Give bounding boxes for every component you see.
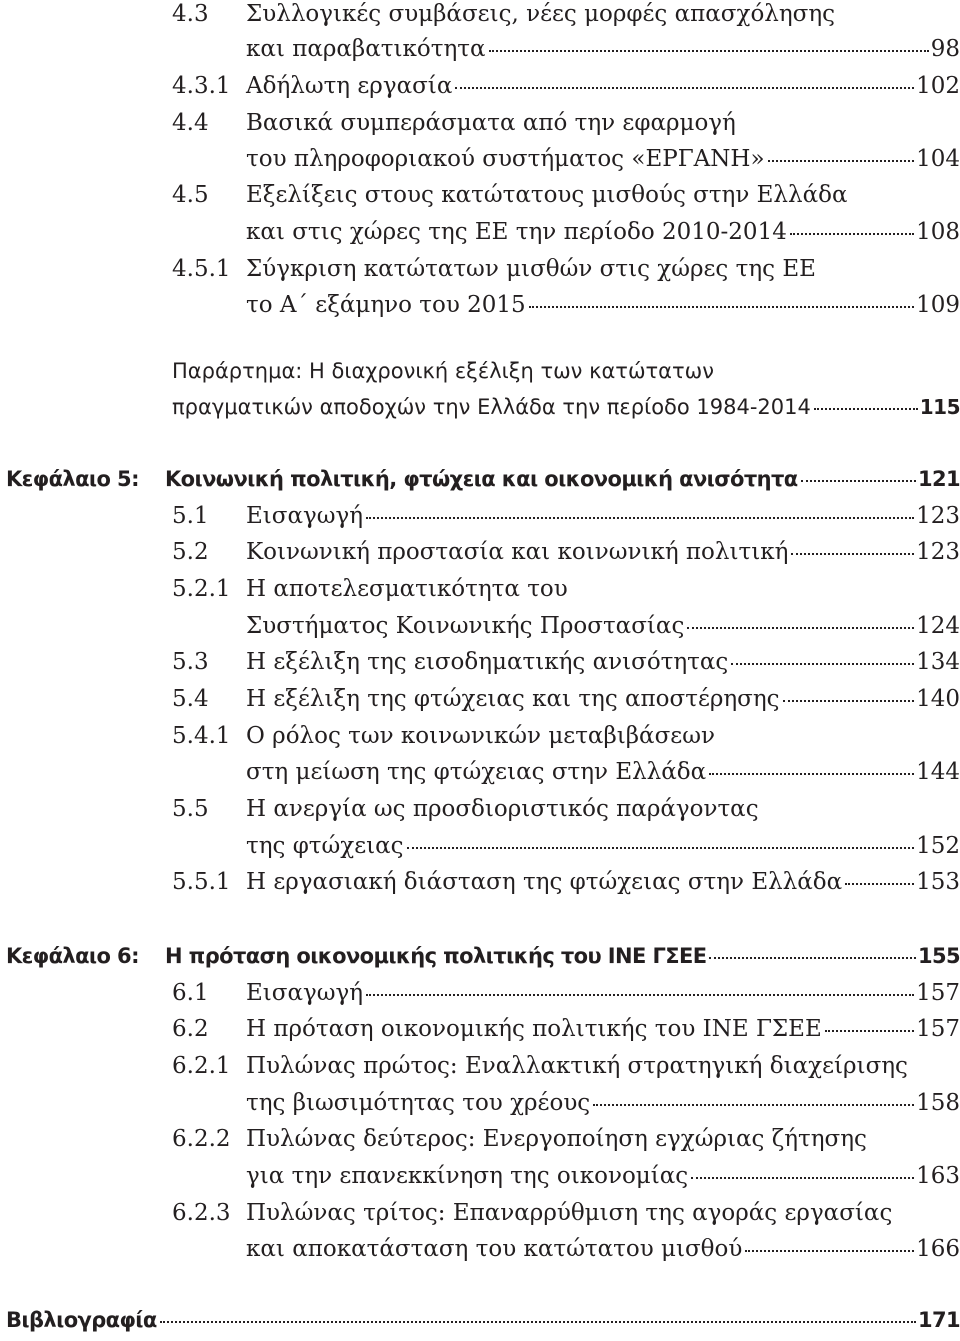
bibliography-title: Βιβλιογραφία bbox=[6, 1308, 157, 1332]
section-title: και παραβατικότητα bbox=[246, 36, 486, 62]
page-number: 157 bbox=[916, 980, 960, 1006]
page-number: 115 bbox=[919, 395, 960, 419]
section-number: 4.5.1 bbox=[172, 256, 231, 282]
section-title: Η εργασιακή διάσταση της φτώχειας στην Ελλάδα bbox=[246, 869, 843, 895]
toc-entry-4-5 bbox=[0, 177, 960, 213]
dot-leader bbox=[529, 306, 914, 308]
dot-leader bbox=[731, 663, 914, 665]
toc-entry-6-2-3 bbox=[0, 1195, 960, 1231]
chapter-title: Η πρόταση οικονομικής πολιτικής του ΙΝΕ ΓΣΕΕ bbox=[165, 944, 707, 968]
section-title: Αδήλωτη εργασία bbox=[246, 73, 453, 99]
section-title: Η αποτελεσματικότητα του bbox=[246, 576, 568, 602]
section-number: 5.5.1 bbox=[172, 869, 231, 895]
page-number: 109 bbox=[916, 292, 960, 318]
page-number: 123 bbox=[916, 503, 960, 529]
toc-entry-5-5-cont bbox=[0, 828, 960, 864]
section-number: 6.1 bbox=[172, 980, 209, 1006]
section-number: 6.2.2 bbox=[172, 1126, 231, 1152]
toc-entry-4-3-cont bbox=[0, 31, 960, 67]
page-number: 152 bbox=[916, 833, 960, 859]
section-number: 4.3.1 bbox=[172, 73, 231, 99]
section-title: για την επανεκκίνηση της οικονομίας bbox=[246, 1163, 689, 1189]
dot-leader bbox=[791, 553, 914, 555]
section-title: Η εξέλιξη της εισοδηματικής ανισότητας bbox=[246, 649, 729, 675]
dot-leader bbox=[801, 480, 916, 482]
dot-leader bbox=[489, 50, 929, 52]
page-number: 144 bbox=[916, 759, 960, 785]
toc-entry-appendix bbox=[0, 353, 960, 389]
section-number: 4.3 bbox=[172, 1, 209, 27]
page-number: 166 bbox=[916, 1236, 960, 1262]
section-title: Η πρόταση οικονομικής πολιτικής του ΙΝΕ ΓΣΕΕ bbox=[246, 1016, 822, 1042]
dot-leader bbox=[768, 160, 915, 162]
section-title: Βασικά συμπεράσματα από την εφαρμογή bbox=[246, 110, 736, 136]
page-number: 121 bbox=[917, 467, 960, 491]
appendix-title: πραγματικών αποδοχών την Ελλάδα την περίοδο 1984-2014 bbox=[172, 395, 811, 419]
dot-leader bbox=[709, 957, 915, 959]
section-title: Συλλογικές συμβάσεις, νέες μορφές απασχόλησης bbox=[246, 1, 836, 27]
toc-entry-appendix-cont bbox=[0, 389, 960, 425]
page-number: 108 bbox=[916, 219, 960, 245]
toc-entry-6-2-2-cont bbox=[0, 1158, 960, 1194]
toc-entry-6-2 bbox=[0, 1011, 960, 1047]
section-number: 5.5 bbox=[172, 796, 209, 822]
page-number: 124 bbox=[916, 613, 960, 639]
page-number: 163 bbox=[916, 1163, 960, 1189]
toc-chapter-6 bbox=[0, 938, 960, 974]
toc-entry-6-2-1-cont bbox=[0, 1085, 960, 1121]
section-title: Εισαγωγή bbox=[246, 980, 364, 1006]
dot-leader bbox=[825, 1030, 914, 1032]
section-number: 5.4.1 bbox=[172, 723, 231, 749]
section-number: 6.2 bbox=[172, 1016, 209, 1042]
toc-bibliography bbox=[0, 1302, 960, 1338]
section-title: Πυλώνας τρίτος: Επαναρρύθμιση της αγοράς εργασίας bbox=[246, 1200, 893, 1226]
toc-entry-5-5 bbox=[0, 791, 960, 827]
page-number: 123 bbox=[916, 539, 960, 565]
chapter-title: Κοινωνική πολιτική, φτώχεια και οικονομική ανισότητα bbox=[165, 467, 798, 491]
page-number: 104 bbox=[916, 146, 960, 172]
section-number: 5.2.1 bbox=[172, 576, 231, 602]
dot-leader bbox=[366, 517, 914, 519]
section-title: Εισαγωγή bbox=[246, 503, 364, 529]
dot-leader bbox=[783, 700, 915, 702]
toc-entry-6-1 bbox=[0, 975, 960, 1011]
toc-entry-5-4-1-cont bbox=[0, 754, 960, 790]
toc-entry-6-2-1 bbox=[0, 1048, 960, 1084]
page-number: 157 bbox=[916, 1016, 960, 1042]
page-number: 153 bbox=[916, 869, 960, 895]
dot-leader bbox=[745, 1250, 914, 1252]
toc-entry-6-2-2 bbox=[0, 1121, 960, 1157]
dot-leader bbox=[790, 233, 914, 235]
page-number: 171 bbox=[917, 1308, 960, 1332]
toc-entry-4-5-1-cont bbox=[0, 287, 960, 323]
dot-leader bbox=[593, 1104, 914, 1106]
page-number: 134 bbox=[916, 649, 960, 675]
section-number: 6.2.3 bbox=[172, 1200, 231, 1226]
toc-entry-5-2-1-cont bbox=[0, 608, 960, 644]
dot-leader bbox=[366, 994, 914, 996]
toc-entry-5-2 bbox=[0, 534, 960, 570]
toc-entry-5-4-1 bbox=[0, 718, 960, 754]
page-number: 98 bbox=[930, 36, 960, 62]
section-title: Ο ρόλος των κοινωνικών μεταβιβάσεων bbox=[246, 723, 715, 749]
page-number: 158 bbox=[916, 1090, 960, 1116]
section-number: 4.4 bbox=[172, 110, 209, 136]
page-number: 155 bbox=[917, 944, 960, 968]
toc-entry-4-3 bbox=[0, 0, 960, 32]
section-title: Η ανεργία ως προσδιοριστικός παράγοντας bbox=[246, 796, 759, 822]
section-title: της φτώχειας bbox=[246, 833, 404, 859]
section-title: και στις χώρες της ΕΕ την περίοδο 2010-2014 bbox=[246, 219, 787, 245]
section-title: στη μείωση της φτώχειας στην Ελλάδα bbox=[246, 759, 707, 785]
toc-entry-4-4-cont bbox=[0, 141, 960, 177]
toc-entry-5-4 bbox=[0, 681, 960, 717]
dot-leader bbox=[687, 627, 914, 629]
section-number: 4.5 bbox=[172, 182, 209, 208]
toc-chapter-5 bbox=[0, 461, 960, 497]
dot-leader bbox=[407, 847, 915, 849]
section-title: του πληροφοριακού συστήματος «ΕΡΓΑΝΗ» bbox=[246, 146, 765, 172]
toc-entry-5-5-1 bbox=[0, 864, 960, 900]
section-title: Η εξέλιξη της φτώχειας και της αποστέρησης bbox=[246, 686, 780, 712]
dot-leader bbox=[455, 87, 914, 89]
section-title: το Α΄ εξάμηνο του 2015 bbox=[246, 292, 526, 318]
section-title: Πυλώνας δεύτερος: Ενεργοποίηση εγχώριας ζήτησης bbox=[246, 1126, 867, 1152]
section-number: 6.2.1 bbox=[172, 1053, 231, 1079]
section-title: Σύγκριση κατώτατων μισθών στις χώρες της ΕΕ bbox=[246, 256, 816, 282]
toc-entry-4-4 bbox=[0, 105, 960, 141]
section-number: 5.3 bbox=[172, 649, 209, 675]
section-title: Κοινωνική προστασία και κοινωνική πολιτική bbox=[246, 539, 789, 565]
appendix-title: Παράρτημα: Η διαχρονική εξέλιξη των κατώτατων bbox=[172, 359, 714, 383]
section-title: της βιωσιμότητας του χρέους bbox=[246, 1090, 591, 1116]
section-title: και αποκατάσταση του κατώτατου μισθού bbox=[246, 1236, 743, 1262]
toc-entry-5-3 bbox=[0, 644, 960, 680]
page-number: 140 bbox=[916, 686, 960, 712]
chapter-label: Κεφάλαιο 6: bbox=[6, 944, 139, 968]
dot-leader bbox=[814, 408, 918, 410]
toc-entry-4-5-cont bbox=[0, 214, 960, 250]
dot-leader bbox=[691, 1177, 914, 1179]
toc-entry-5-1 bbox=[0, 498, 960, 534]
page-number: 102 bbox=[916, 73, 960, 99]
section-number: 5.4 bbox=[172, 686, 209, 712]
dot-leader bbox=[845, 883, 914, 885]
dot-leader bbox=[709, 773, 914, 775]
toc-entry-4-3-1 bbox=[0, 68, 960, 104]
chapter-label: Κεφάλαιο 5: bbox=[6, 467, 139, 491]
toc-entry-6-2-3-cont bbox=[0, 1231, 960, 1267]
toc-entry-4-5-1 bbox=[0, 251, 960, 287]
toc-entry-5-2-1 bbox=[0, 571, 960, 607]
section-title: Εξελίξεις στους κατώτατους μισθούς στην Ελλάδα bbox=[246, 182, 848, 208]
section-title: Συστήματος Κοινωνικής Προστασίας bbox=[246, 613, 685, 639]
section-number: 5.2 bbox=[172, 539, 209, 565]
section-number: 5.1 bbox=[172, 503, 209, 529]
dot-leader bbox=[160, 1321, 916, 1323]
section-title: Πυλώνας πρώτος: Εναλλακτική στρατηγική διαχείρισης bbox=[246, 1053, 908, 1079]
